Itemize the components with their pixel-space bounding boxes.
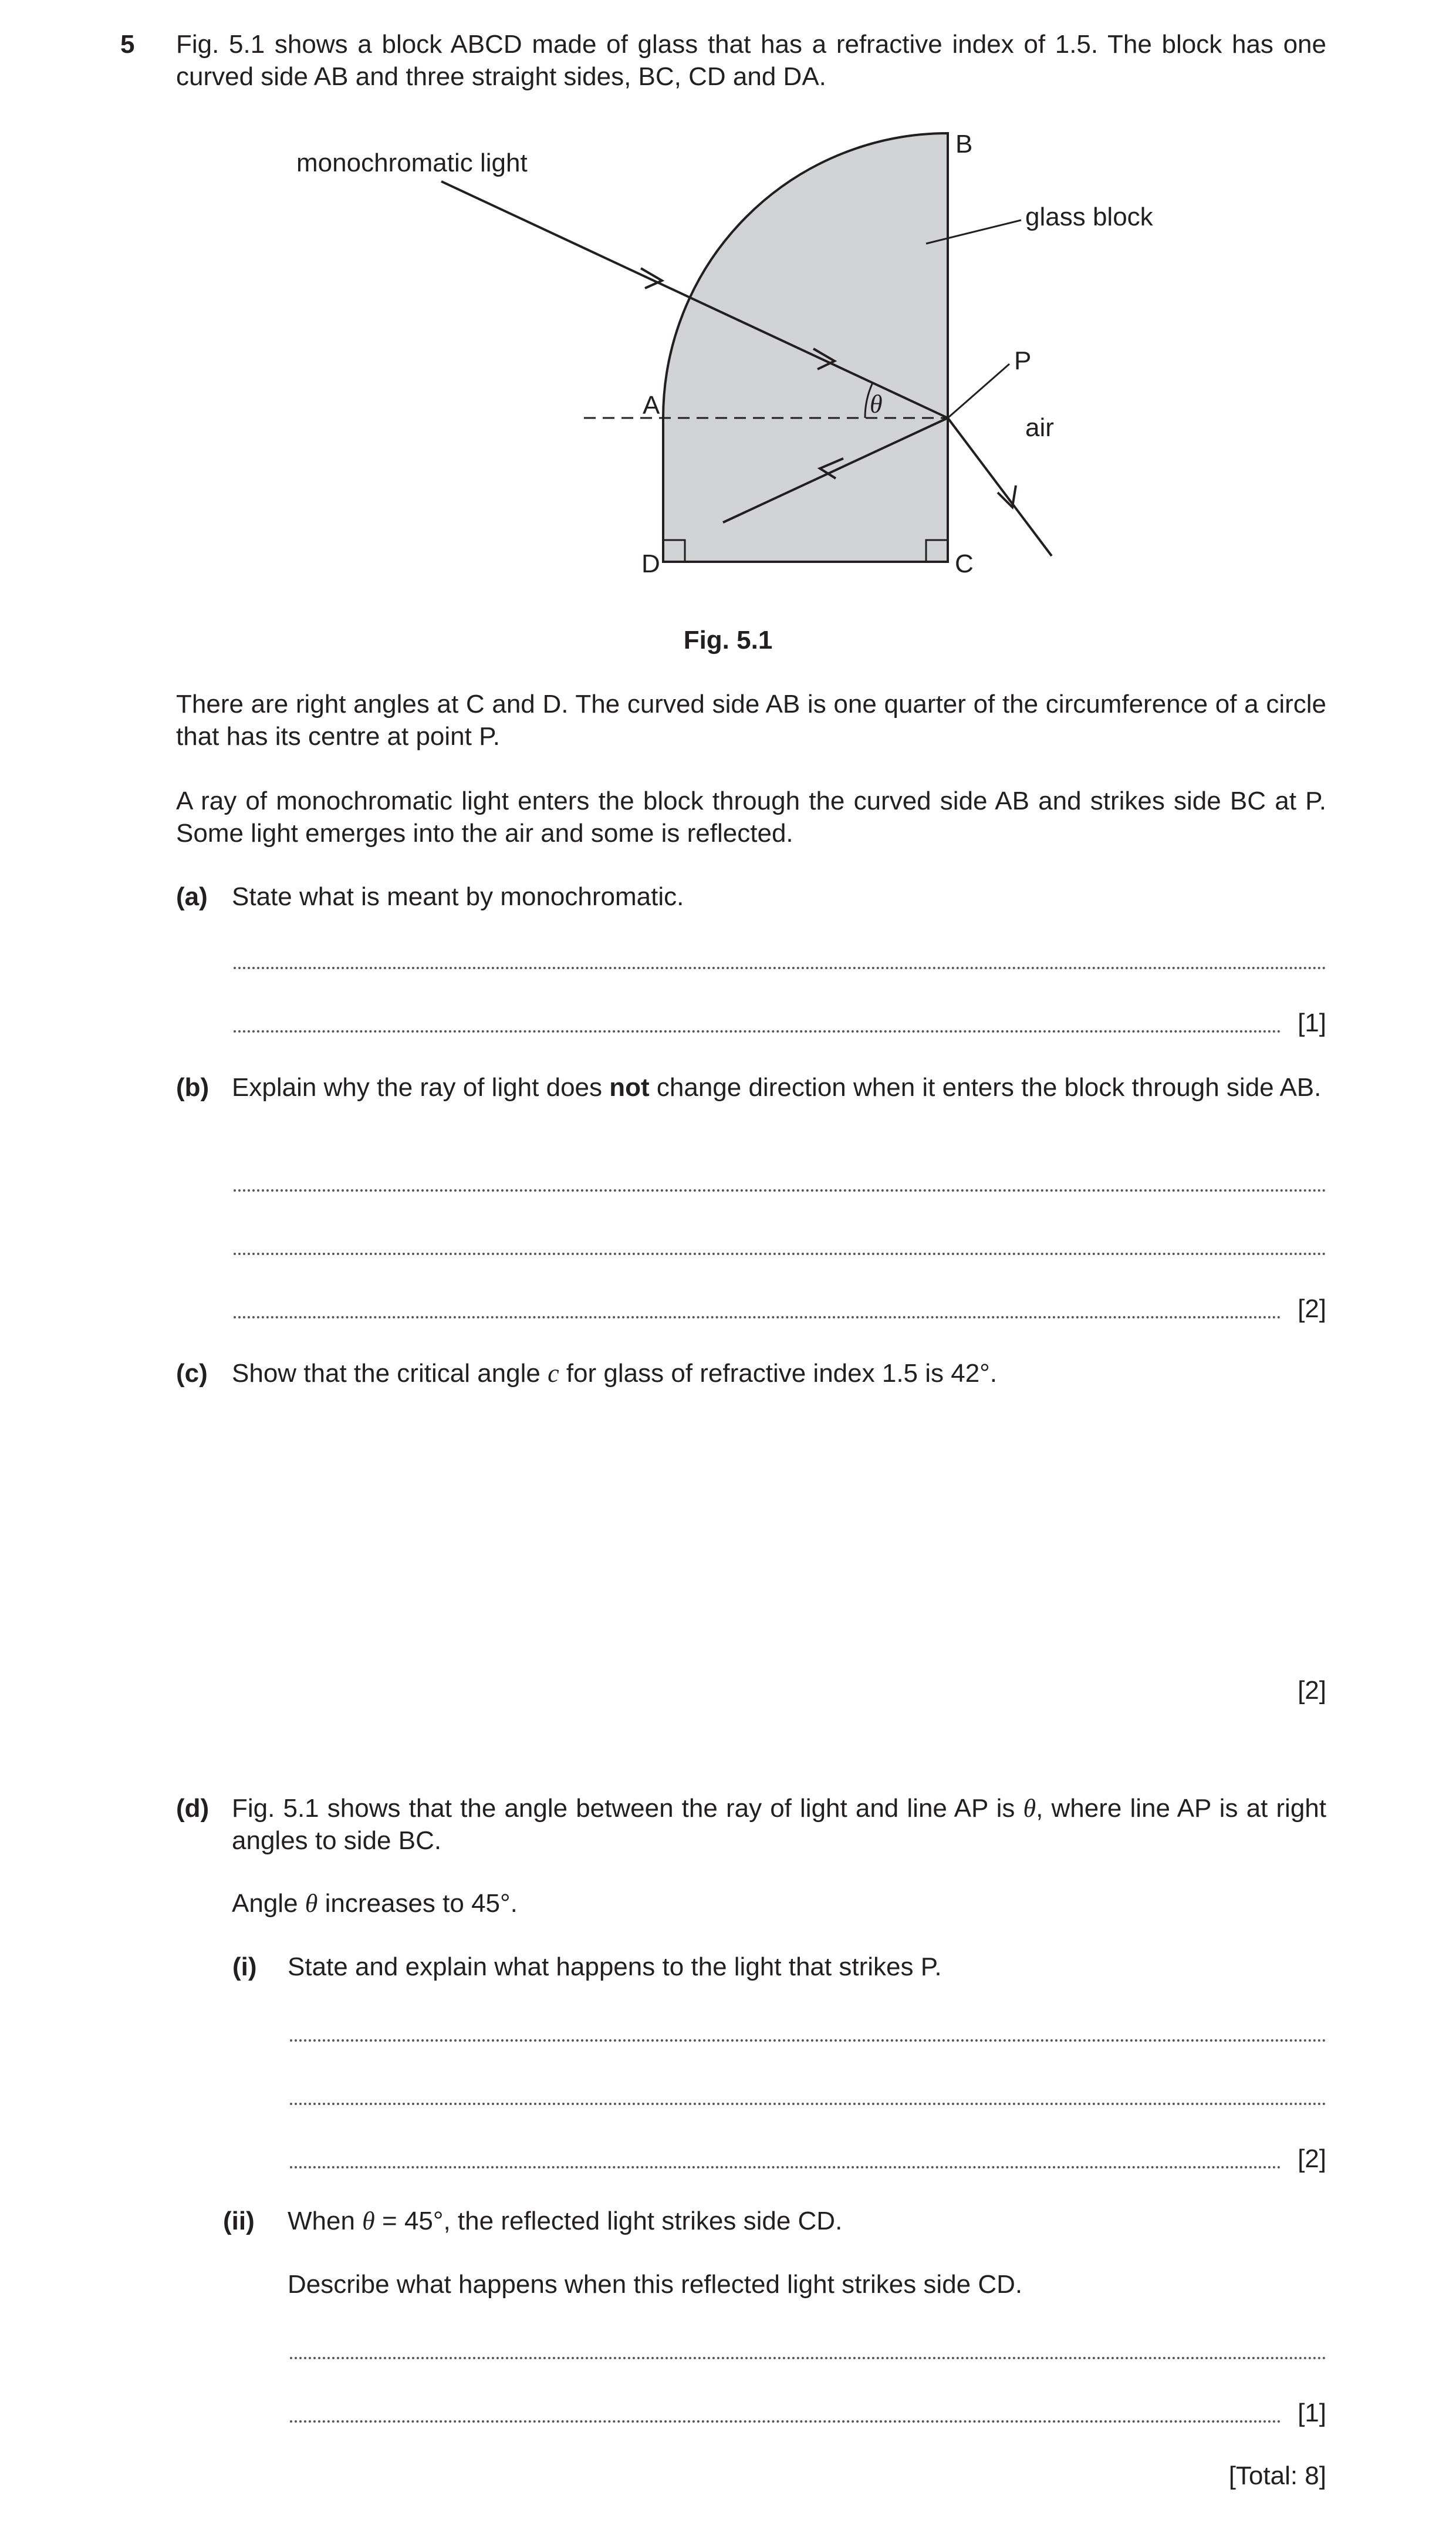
answer-line-d-ii-1[interactable] (290, 2357, 1326, 2359)
part-a-marks: [1] (1298, 1008, 1326, 1037)
part-d-ii-label: (ii) (223, 2207, 255, 2235)
label-monochromatic-light: monochromatic light (296, 149, 528, 177)
part-d-i-label: (i) (232, 1952, 257, 1981)
part-d-angle-line: Angle θ increases to 45°. (232, 1889, 518, 1918)
part-d-label: (d) (176, 1794, 210, 1823)
part-c-text: Show that the critical angle c for glass of refractive index 1.5 is 42°. (232, 1359, 997, 1388)
part-c-label: (c) (176, 1359, 208, 1388)
glass-block-shape (663, 133, 948, 562)
part-c-working-space[interactable] (232, 1397, 1326, 1667)
part-b-text: Explain why the ray of light does not change direction when it enters the block through side AB. (232, 1073, 1322, 1102)
part-d-ii-text-2: Describe what happens when this reflected light strikes side CD. (288, 2270, 1023, 2299)
label-a: A (643, 391, 660, 420)
part-d-i-text: State and explain what happens to the light that strikes P. (288, 1952, 942, 1981)
total-marks: [Total: 8] (1228, 2461, 1326, 2490)
answer-line-a-1[interactable] (234, 967, 1326, 969)
answer-line-b-3[interactable] (234, 1316, 1281, 1318)
part-b-label: (b) (176, 1073, 210, 1102)
answer-line-d-i-3[interactable] (290, 2166, 1281, 2168)
part-b-marks: [2] (1298, 1294, 1326, 1323)
answer-line-b-1[interactable] (234, 1189, 1326, 1192)
figure-caption: Fig. 5.1 (683, 626, 773, 655)
question-number: 5 (120, 30, 135, 59)
answer-line-d-i-1[interactable] (290, 2039, 1326, 2042)
answer-line-b-2[interactable] (234, 1253, 1326, 1255)
p-leader (948, 364, 1009, 418)
answer-line-d-ii-2[interactable] (290, 2420, 1281, 2423)
label-d: D (641, 549, 660, 578)
label-air: air (1025, 413, 1054, 442)
label-glass-block: glass block (1025, 203, 1153, 231)
label-b: B (955, 130, 973, 158)
answer-line-d-i-2[interactable] (290, 2103, 1326, 2105)
paragraph-ray-description: A ray of monochromatic light enters the block through the curved side AB and strikes side BC at P. Some light emerges into the air and some is reflected. (176, 787, 1326, 848)
part-c-marks: [2] (1298, 1676, 1326, 1705)
part-d-text: Fig. 5.1 shows that the angle between the ray of light and line AP is θ, where line AP is at right angles to side BC. (232, 1794, 1326, 1855)
part-d-i-marks: [2] (1298, 2144, 1326, 2173)
part-d-ii-marks: [1] (1298, 2399, 1326, 2427)
question-intro: Fig. 5.1 shows a block ABCD made of glass that has a refractive index of 1.5. The block has one curved side AB and three straight sides, BC, CD and DA. (176, 30, 1326, 91)
label-c: C (955, 549, 974, 578)
answer-line-a-2[interactable] (234, 1030, 1281, 1033)
paragraph-right-angles: There are right angles at C and D. The curved side AB is one quarter of the circumference of a circle that has its centre at point P. (176, 690, 1326, 751)
label-p: P (1014, 346, 1032, 375)
figure-5-1 (0, 0, 1456, 634)
part-d-ii-text: When θ = 45°, the reflected light strikes side CD. (288, 2207, 843, 2235)
label-theta: θ (870, 390, 883, 419)
part-a-label: (a) (176, 882, 208, 911)
part-a-text: State what is meant by monochromatic. (232, 882, 684, 911)
